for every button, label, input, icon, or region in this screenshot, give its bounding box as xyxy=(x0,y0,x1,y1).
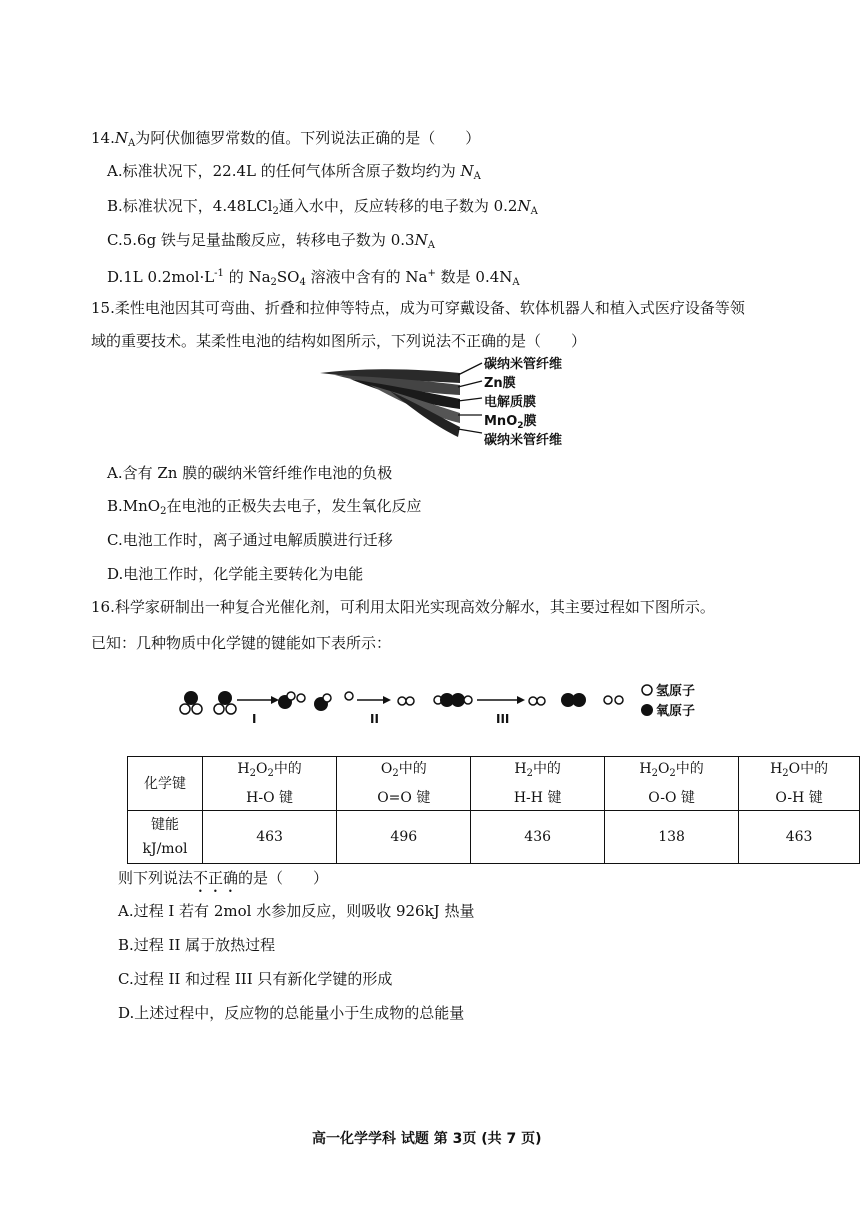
q14-option-b: B.标准状况下，4.48LCl$_2$通入水中，反应转移的电子数为 $0.2N_A$ xyxy=(107,197,538,217)
q14-option-a: A.标准状况下，22.4L 的任何气体所含原子数均约为 $N_A$ xyxy=(107,162,481,182)
step-label-2: II xyxy=(370,712,379,726)
layer-label-cnt-bottom: 碳纳米管纤维 xyxy=(484,433,563,448)
battery-layers-image xyxy=(320,369,460,437)
water-splitting-process-diagram xyxy=(175,682,665,732)
h2-and-h2o2-icon xyxy=(398,693,472,707)
table-value-row xyxy=(128,811,860,864)
q15-option-d: D.电池工作时，化学能主要转化为电能 xyxy=(107,565,364,583)
battery-structure-diagram xyxy=(310,355,490,455)
q14-option-d: D.1L $0.2mol\cdot L^{-1}$ 的 $Na_2SO_4$ 溶液中含有的 Na+ 数是 $0.4N_A$ xyxy=(107,268,520,288)
table-header-cell: $O_2$中的 O=O 键 xyxy=(337,757,471,811)
q14-stem: $14.N_A$为阿伏伽德罗常数的值。下列说法正确的是（ ） xyxy=(91,129,481,149)
step-label-3: III xyxy=(496,712,510,726)
legend-hydrogen-label: 氢原子 xyxy=(656,684,696,699)
table-cell: 463 xyxy=(739,811,860,864)
arrow-2-icon xyxy=(357,696,391,704)
arrow-3-icon xyxy=(477,696,525,704)
table-header-row xyxy=(128,757,860,811)
table-cell: 436 xyxy=(471,811,605,864)
page-footer: 高一化学学科 试题 第 3页 (共 7 页) xyxy=(312,1131,542,1147)
q15-option-c: C.电池工作时，离子通过电解质膜进行迁移 xyxy=(107,531,393,549)
legend-icons xyxy=(641,685,653,716)
table-cell: 463 xyxy=(202,811,336,864)
table-header-cell: $H_2O_2$中的 O-O 键 xyxy=(604,757,738,811)
water-molecules-icon xyxy=(180,691,236,714)
bond-energy-table xyxy=(127,756,860,864)
q15-stem-line1: 15.柔性电池因其可弯曲、折叠和拉伸等特点，成为可穿戴设备、软体机器人和植入式医疗设备等领 xyxy=(91,299,745,317)
layer-label-electrolyte: 电解质膜 xyxy=(484,395,537,410)
q15-stem-line2: 域的重要技术。某柔性电池的结构如图所示，下列说法不正确的是（ ） xyxy=(91,332,587,350)
q16-option-d: D.上述过程中，反应物的总能量小于生成物的总能量 xyxy=(118,1004,465,1022)
q16-option-a: A.过程 I 若有 2mol 水参加反应，则吸收 926kJ 热量 xyxy=(118,902,475,920)
table-header-cell: $H_2O$中的 O-H 键 xyxy=(739,757,860,811)
arrow-1-icon xyxy=(237,696,279,704)
q15-option-a: A.含有 Zn 膜的碳纳米管纤维作电池的负极 xyxy=(107,464,393,482)
q16-option-c: C.过程 II 和过程 III 只有新化学键的形成 xyxy=(118,970,393,988)
q16-option-b: B.过程 II 属于放热过程 xyxy=(118,936,276,954)
table-corner-cell: 化学键 xyxy=(128,757,203,811)
layer-label-cnt-top: 碳纳米管纤维 xyxy=(484,357,563,372)
table-header-cell: $H_2O_2$中的 H-O 键 xyxy=(202,757,336,811)
q14-option-c: C.5.6g 铁与足量盐酸反应，转移电子数为 $0.3N_A$ xyxy=(107,231,435,251)
table-row-label: 键能 kJ/mol xyxy=(128,811,203,864)
step-label-1: I xyxy=(252,712,257,726)
table-cell: 138 xyxy=(604,811,738,864)
q16-ask: 则下列说法不正确的是（ ） xyxy=(118,869,329,887)
layer-label-mno2: MnO$_2$膜 xyxy=(484,414,537,431)
q16-stem-line2: 已知：几种物质中化学键的键能如下表所示： xyxy=(91,634,392,652)
h2-and-o2-icon xyxy=(529,693,623,707)
q15-option-b: B.MnO$_2$在电池的正极失去电子，发生氧化反应 xyxy=(107,497,422,517)
table-header-cell: $H_2$中的 H-H 键 xyxy=(471,757,605,811)
table-cell: 496 xyxy=(337,811,471,864)
oh-and-h-atoms-icon xyxy=(278,692,353,711)
q16-stem-line1: 16.科学家研制出一种复合光催化剂，可利用太阳光实现高效分解水，其主要过程如下图所示。 xyxy=(91,598,715,616)
legend-oxygen-label: 氧原子 xyxy=(656,704,696,719)
layer-label-zn: Zn膜 xyxy=(484,376,516,391)
